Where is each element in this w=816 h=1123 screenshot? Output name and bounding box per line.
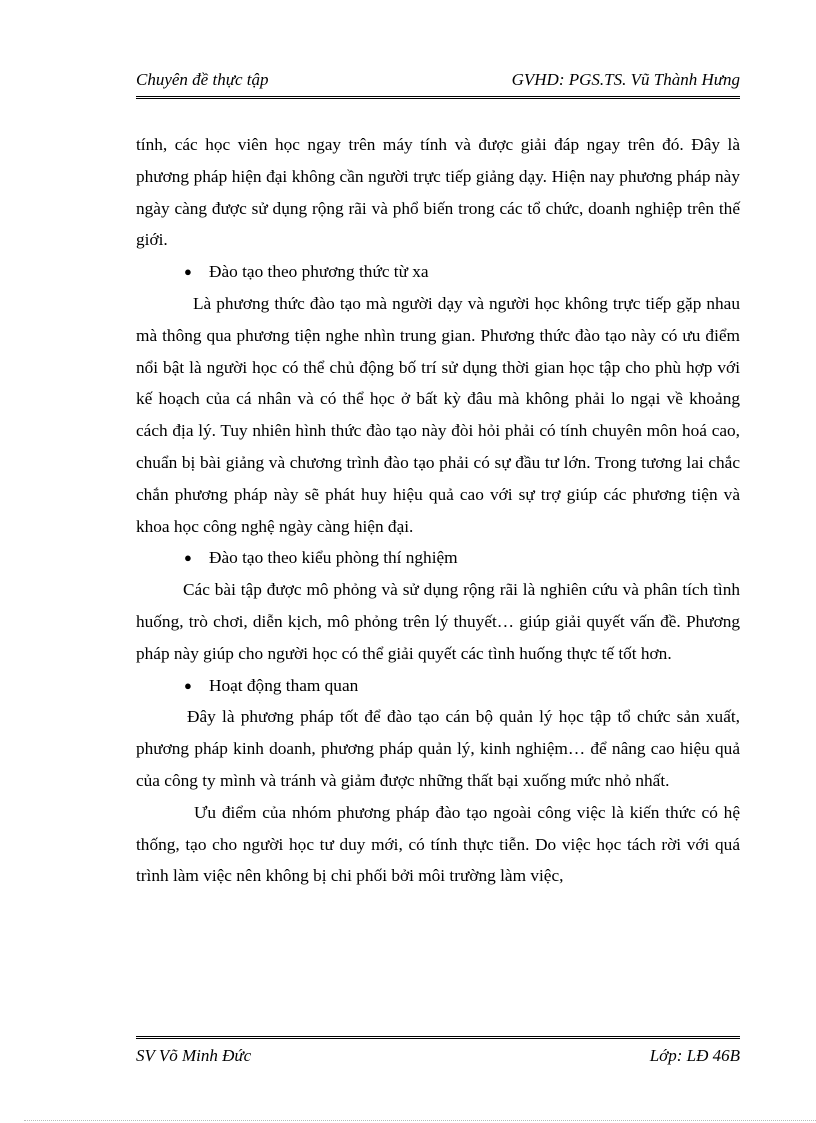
footer-student-name: SV Võ Minh Đức	[136, 1046, 252, 1065]
bullet-item-distance-learning	[136, 256, 740, 288]
header-title: Chuyên đề thực tập	[136, 70, 269, 89]
bullet-item-field-trip	[136, 670, 740, 702]
page-edge-divider	[24, 1120, 816, 1121]
bullet-icon: ●	[184, 264, 192, 280]
paragraph-1: tính, các học viên học ngay trên máy tính và được giải đáp ngay trên đó. Đây là phương pháp hiện đại không cần người trực tiếp giảng dạy. Hiện nay phương pháp này ngày càng được sử dụng rộng rãi và phổ biến trong các tổ chức, doanh nghiệp trên thế giới.	[136, 135, 740, 250]
footer-class: Lớp: LĐ 46B	[649, 1046, 740, 1065]
bullet-icon: ●	[184, 550, 192, 566]
page-footer	[136, 1036, 740, 1069]
paragraph-2: Là phương thức đào tạo mà người dạy và người học không trực tiếp gặp nhau mà thông qua phương tiện nghe nhìn trung gian. Phương thức đào tạo này có ưu điểm nổi bật là người học có thể chủ động bố trí sử dụng thời gian học tập cho phù hợp với kế hoạch của cá nhân và có thể học ở bất kỳ đâu mà không phải lo ngại về khoảng cách địa lý. Tuy nhiên hình thức đào tạo này đòi hỏi phải có tính chuyên môn hoá cao, chuẩn bị bài giảng và chương trình đào tạo phải có sự đầu tư lớn. Trong tương lai chắc chắn phương pháp này sẽ phát huy hiệu quả cao với sự trợ giúp các phương tiện và khoa học công nghệ ngày càng hiện đại.	[136, 293, 740, 536]
paragraph-5: Ưu điểm của nhóm phương pháp đào tạo ngoài công việc là kiến thức có hệ thống, tạo cho người học tư duy mới, có tính thực tiễn. Do việc học tách rời với quá trình làm việc nên không bị chi phối bởi môi trường làm việc,	[136, 802, 740, 886]
bullet-text: Hoạt động tham quan	[209, 675, 359, 695]
bullet-icon: ●	[184, 677, 192, 693]
document-body	[136, 129, 740, 892]
bullet-text: Đào tạo theo kiểu phòng thí nghiệm	[209, 548, 458, 568]
page-header	[136, 66, 740, 99]
paragraph-4: Đây là phương pháp tốt để đào tạo cán bộ quản lý học tập tổ chức sản xuất, phương pháp kinh doanh, phương pháp quản lý, kinh nghiệm… để nâng cao hiệu quả của công ty mình và tránh và giảm được những thất bại xuống mức nhỏ nhất.	[136, 707, 740, 790]
paragraph-3: Các bài tập được mô phỏng và sử dụng rộng rãi là nghiên cứu và phân tích tình huống, trò chơi, diễn kịch, mô phỏng trên lý thuyết… giúp giải quyết vấn đề. Phương pháp này giúp cho người học có thể giải quyết các tình huống thực tế tốt hơn.	[136, 580, 740, 663]
bullet-text: Đào tạo theo phương thức từ xa	[209, 262, 429, 282]
bullet-item-laboratory	[136, 542, 740, 574]
header-advisor: GVHD: PGS.TS. Vũ Thành Hưng	[511, 70, 740, 89]
